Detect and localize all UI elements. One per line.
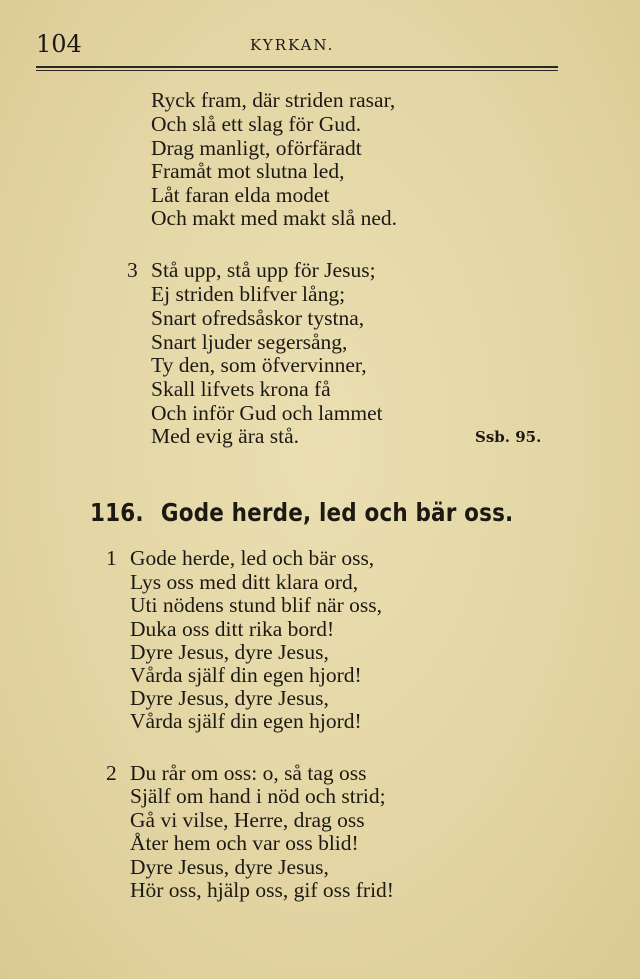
stanza-line: Skall lifvets krona få — [151, 377, 331, 401]
hymn-heading — [90, 498, 513, 527]
verse-line: Vårda själf din egen hjord! — [130, 709, 362, 733]
hymn-number: 116. — [90, 498, 144, 527]
hymn-title: Gode herde, led och bär oss. — [160, 498, 514, 527]
verse-line: Dyre Jesus, dyre Jesus, — [130, 686, 329, 710]
verse-line: Gå vi vilse, Herre, drag oss — [130, 808, 365, 832]
stanza-line: Och inför Gud och lammet — [151, 401, 383, 425]
stanza-line: Med evig ära stå. — [151, 424, 300, 448]
verse-line: Dyre Jesus, dyre Jesus, — [130, 640, 329, 664]
stanza-line: Ej striden blifver lång; — [151, 282, 346, 306]
stanza-line: Ryck fram, där striden rasar, — [151, 88, 396, 112]
verse-line: Åter hem och var oss blid! — [130, 831, 359, 855]
stanza-line: Drag manligt, oförfäradt — [151, 136, 362, 160]
verse-line: Lys oss med ditt klara ord, — [130, 570, 359, 594]
header-rule — [36, 66, 558, 68]
verse-line: Dyre Jesus, dyre Jesus, — [130, 855, 329, 879]
stanza-line: Framåt mot slutna led, — [151, 159, 345, 183]
verse-line: Gode herde, led och bär oss, — [130, 546, 375, 570]
verse-line: Du rår om oss: o, så tag oss — [130, 761, 367, 785]
stanza-line: Ty den, som öfvervinner, — [151, 353, 367, 377]
page-number: 104 — [36, 30, 82, 58]
verse-line: Själf om hand i nöd och strid; — [130, 784, 386, 808]
verse-line: Vårda själf din egen hjord! — [130, 663, 362, 687]
verse-line: Hör oss, hjälp oss, gif oss frid! — [130, 878, 394, 902]
hymnal-reference: Ssb. 95. — [475, 428, 542, 446]
verse-number: 3 — [127, 258, 138, 282]
header-rule-thin — [36, 70, 558, 71]
stanza-line: Och slå ett slag för Gud. — [151, 112, 362, 136]
stanza-line: Stå upp, stå upp för Jesus; — [151, 258, 376, 282]
verse-line: Uti nödens stund blif när oss, — [130, 593, 383, 617]
verse-line: Duka oss ditt rika bord! — [130, 617, 335, 641]
verse-number: 1 — [106, 546, 117, 570]
stanza-line: Snart ofredsåskor tystna, — [151, 306, 365, 330]
stanza-line: Snart ljuder segersång, — [151, 330, 348, 354]
stanza-line: Och makt med makt slå ned. — [151, 206, 397, 230]
stanza-line: Låt faran elda modet — [151, 183, 330, 207]
verse-number: 2 — [106, 761, 117, 785]
running-head: KYRKAN. — [250, 36, 335, 54]
